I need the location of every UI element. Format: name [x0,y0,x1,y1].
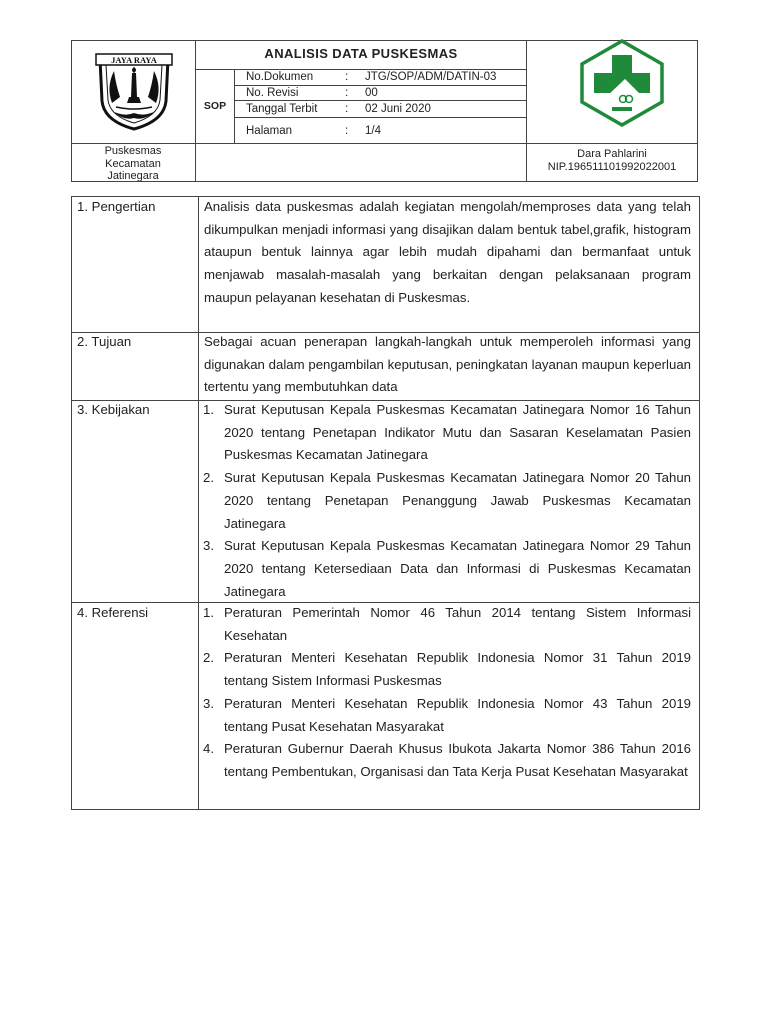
org-line: Kecamatan [105,157,161,170]
puskesmas-logo [579,39,665,127]
list-item [200,647,691,692]
signer-block [527,148,697,178]
signer-name: Dara Pahlarini [577,148,647,160]
referensi-list [200,602,691,784]
list-item [200,467,691,535]
org-line: Jatinegara [107,170,159,182]
org-line: Puskesmas [104,145,162,157]
list-item [200,738,691,783]
sop-label: SOP [203,100,227,112]
section-label-pengertian: 1. Pengertian [77,199,156,214]
puskesmas-cross-logo-icon [579,39,665,127]
section-label-tujuan: 2. Tujuan [77,334,132,349]
list-number: 2. [203,650,214,666]
list-number: 3. [203,695,214,711]
list-text: Peraturan Menteri Kesehatan Republik Indonesia Nomor 43 Tahun 2019 tentang Pusat Kesehatan Masyarakat [224,695,691,734]
section-label-kebijakan: 3. Kebijakan [77,402,150,417]
org-name [71,145,195,183]
signer-nip: NIP.196511101992022001 [547,161,677,173]
meta-label: No.Dokumen [246,71,314,83]
list-item [200,535,691,603]
meta-value: 02 Juni 2020 [365,103,431,115]
list-number: 1. [203,402,214,417]
list-item [200,693,691,738]
section-label-referensi: 4. Referensi [77,605,149,620]
meta-label: Halaman [246,125,293,137]
list-text: Peraturan Menteri Kesehatan Republik Indonesia Nomor 31 Tahun 2019 tentang Sistem Informasi Puskesmas [224,650,691,689]
meta-sep: : [345,103,349,115]
section-text-pengertian: Analisis data puskesmas adalah kegiatan mengolah/memproses data yang telah dikumpulkan menjadi informasi yang disajikan dalam bentuk tabel,grafik, histogram ataupun bentuk lainnya agar lebih mudah dipahami dan bermanfaat untuk menjawab masalah-masalah yang berkaitan dengan pelaksanaan program maupun pelayanan kesehatan di Puskesmas. [204,199,691,305]
meta-sep: : [345,125,349,137]
crest-banner-text: JAYA RAYA [111,55,157,65]
document-title: ANALISIS DATA PUSKESMAS [264,46,458,61]
list-text: Peraturan Pemerintah Nomor 46 Tahun 2014 tentang Sistem Informasi Kesehatan [224,605,691,643]
list-text: Surat Keputusan Kepala Puskesmas Kecamatan Jatinegara Nomor 20 Tahun 2020 tentang Penetapan Penanggung Jawab Puskesmas Kecamatan Jatinegara [224,470,691,531]
section-text-tujuan: Sebagai acuan penerapan langkah-langkah untuk memperoleh informasi yang digunakan dalam pengambilan keputusan, peningkatan layanan maupun keperluan tertentu yang membutuhkan data [204,334,691,395]
meta-row [246,102,526,116]
meta-value: 1/4 [365,125,381,137]
list-number: 3. [203,538,214,554]
meta-row [246,86,526,100]
meta-value: 00 [365,87,378,99]
meta-sep: : [345,87,349,99]
meta-row [246,70,526,84]
meta-label: Tanggal Terbit [246,103,318,115]
meta-sep: : [345,71,349,83]
list-item [200,602,691,647]
meta-value: JTG/SOP/ADM/DATIN-03 [365,71,497,83]
list-text: Surat Keputusan Kepala Puskesmas Kecamatan Jatinegara Nomor 16 Tahun 2020 tentang Penetapan Indikator Mutu dan Sasaran Keselamatan Pasien Puskesmas Kecamatan Jatinegara [224,402,691,463]
jakarta-crest-icon [92,51,176,131]
list-number: 4. [203,741,214,757]
list-number: 2. [203,470,214,486]
list-text: Peraturan Gubernur Daerah Khusus Ibukota Jakarta Nomor 386 Tahun 2016 tentang Pembentukan, Organisasi dan Tata Kerja Pusat Kesehatan Masyarakat [224,741,691,779]
meta-row [246,124,526,138]
meta-label: No. Revisi [246,87,299,99]
kebijakan-list [200,399,691,603]
jakarta-crest-logo [92,51,176,131]
list-text: Surat Keputusan Kepala Puskesmas Kecamatan Jatinegara Nomor 29 Tahun 2020 tentang Ketersediaan Data dan Informasi di Puskesmas Kecamatan Jatinegara [224,538,691,599]
list-number: 1. [203,605,214,620]
list-item [200,399,691,467]
